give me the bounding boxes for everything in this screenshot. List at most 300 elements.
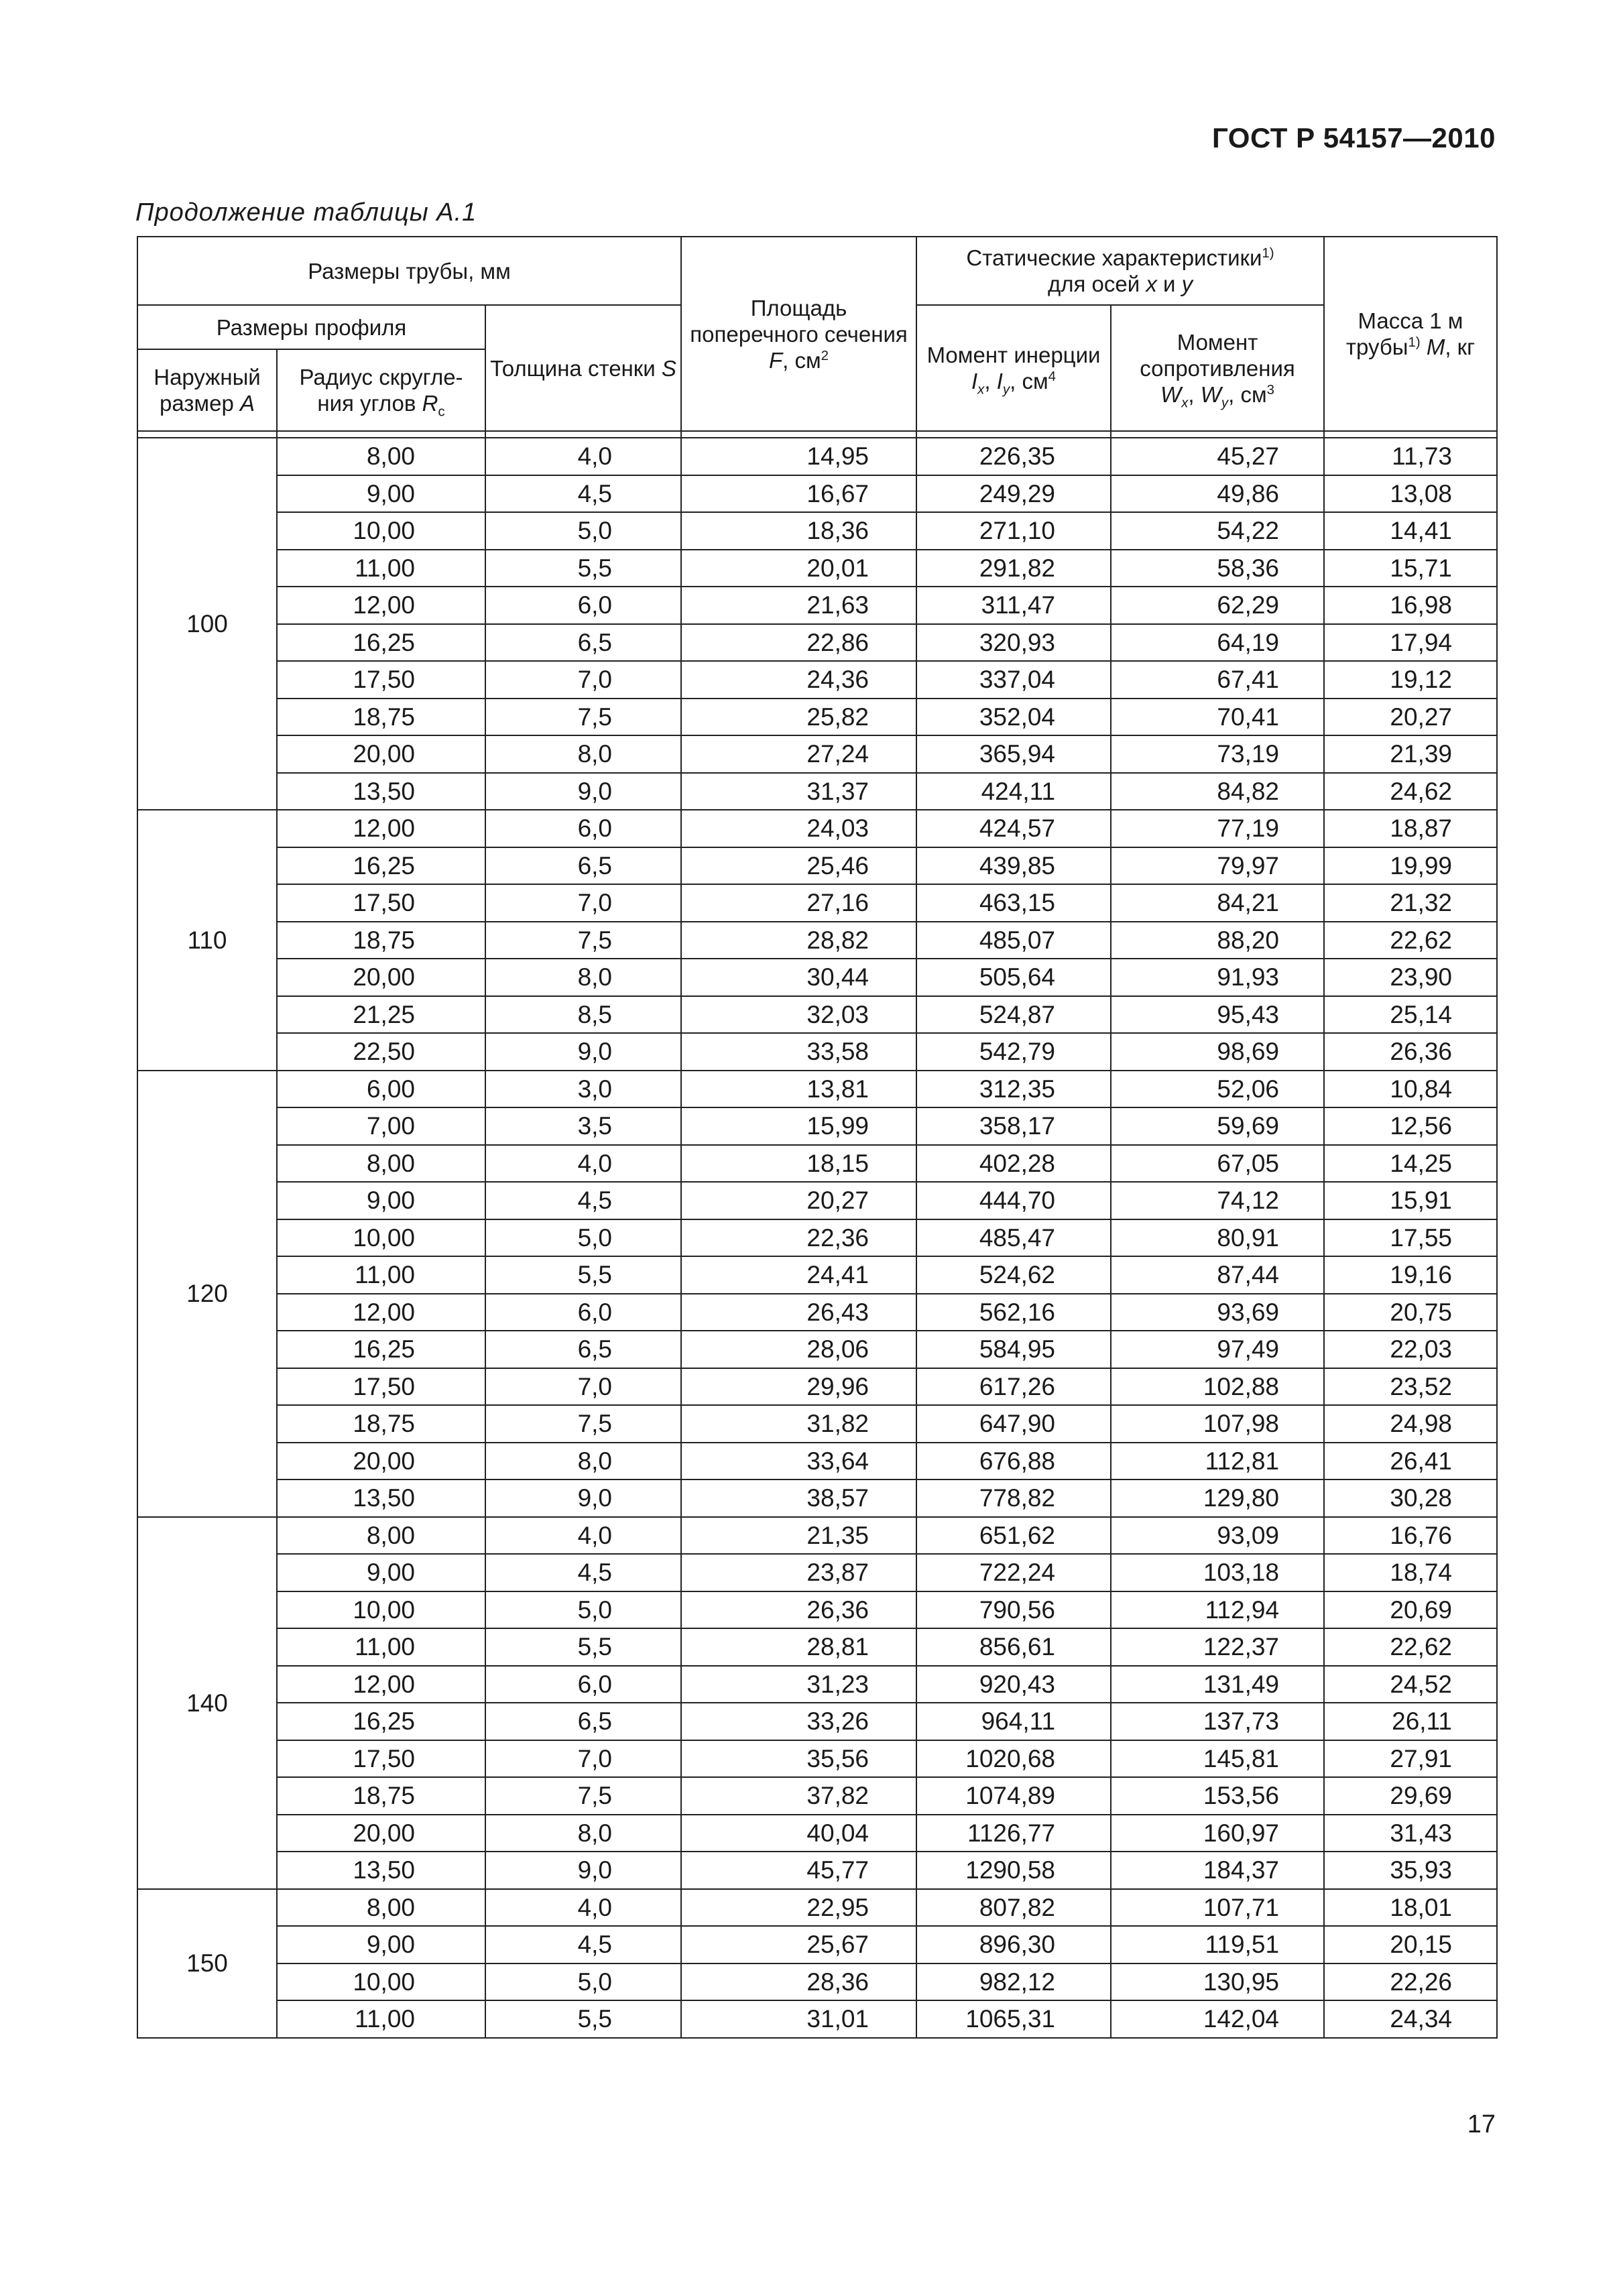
cell-inertia: 312,35 xyxy=(916,1071,1111,1108)
cell-radius: 16,25 xyxy=(277,847,485,885)
cell-mass: 25,14 xyxy=(1324,996,1497,1034)
document-code: ГОСТ Р 54157—2010 xyxy=(1212,122,1496,154)
table-row xyxy=(137,1443,1497,1480)
cell-inertia: 856,61 xyxy=(916,1628,1111,1666)
cell-area: 24,41 xyxy=(681,1256,916,1294)
cell-wall: 5,5 xyxy=(485,1256,681,1294)
cell-inertia: 485,07 xyxy=(916,922,1111,959)
header-inertia: Момент инерции $I_x$, $I_y$, $см^4$ xyxy=(916,305,1111,431)
table-row xyxy=(137,1926,1497,1963)
cell-mass: 31,43 xyxy=(1324,1815,1497,1852)
header-wall: Толщина стенки S xyxy=(485,305,681,431)
cell-resistance: 67,05 xyxy=(1111,1145,1324,1183)
cell-wall: 4,5 xyxy=(485,475,681,513)
cell-area: 22,36 xyxy=(681,1219,916,1257)
cell-mass: 22,62 xyxy=(1324,1628,1497,1666)
cell-area: 21,35 xyxy=(681,1517,916,1555)
cell-mass: 17,55 xyxy=(1324,1219,1497,1257)
cell-radius: 9,00 xyxy=(277,475,485,513)
cell-inertia: 524,62 xyxy=(916,1256,1111,1294)
cell-inertia: 485,47 xyxy=(916,1219,1111,1257)
cell-area: 16,67 xyxy=(681,475,916,513)
cell-area: 29,96 xyxy=(681,1368,916,1406)
cell-area: 33,26 xyxy=(681,1703,916,1740)
cell-inertia: 249,29 xyxy=(916,475,1111,513)
table-caption: Продолжение таблицы А.1 xyxy=(135,198,477,227)
cell-mass: 19,12 xyxy=(1324,661,1497,699)
header-area: Площадь поперечного сечения F, $см^2$ xyxy=(681,237,916,431)
cell-resistance: 131,49 xyxy=(1111,1666,1324,1703)
cell-mass: 19,16 xyxy=(1324,1256,1497,1294)
pipe-spec-table xyxy=(137,236,1498,2039)
cell-wall: 5,5 xyxy=(485,1628,681,1666)
cell-inertia: 291,82 xyxy=(916,550,1111,587)
cell-area: 25,82 xyxy=(681,699,916,736)
cell-inertia: 424,11 xyxy=(916,773,1111,810)
cell-area: 28,06 xyxy=(681,1331,916,1368)
header-static-chars: Статические характеристики$^{1)}$ для осей x и y xyxy=(916,237,1324,305)
cell-radius: 12,00 xyxy=(277,810,485,847)
cell-mass: 22,03 xyxy=(1324,1331,1497,1368)
cell-resistance: 93,09 xyxy=(1111,1517,1324,1555)
cell-inertia: 778,82 xyxy=(916,1479,1111,1517)
cell-resistance: 74,12 xyxy=(1111,1182,1324,1219)
cell-mass: 20,75 xyxy=(1324,1294,1497,1331)
table-row xyxy=(137,587,1497,624)
cell-wall: 4,0 xyxy=(485,1517,681,1555)
table-row xyxy=(137,884,1497,922)
cell-wall: 8,0 xyxy=(485,959,681,996)
cell-radius: 13,50 xyxy=(277,1852,485,1889)
cell-radius: 8,00 xyxy=(277,1517,485,1555)
cell-inertia: 1065,31 xyxy=(916,2000,1111,2038)
cell-wall: 9,0 xyxy=(485,1479,681,1517)
cell-resistance: 130,95 xyxy=(1111,1963,1324,2001)
cell-outer-size: 150 xyxy=(137,1889,277,2038)
cell-wall: 4,5 xyxy=(485,1926,681,1963)
cell-resistance: 95,43 xyxy=(1111,996,1324,1034)
cell-resistance: 87,44 xyxy=(1111,1256,1324,1294)
table-row xyxy=(137,959,1497,996)
table-row xyxy=(137,735,1497,773)
table-row xyxy=(137,847,1497,885)
cell-resistance: 93,69 xyxy=(1111,1294,1324,1331)
cell-wall: 4,5 xyxy=(485,1554,681,1591)
cell-mass: 26,11 xyxy=(1324,1703,1497,1740)
table-row xyxy=(137,773,1497,810)
table-row xyxy=(137,1145,1497,1183)
cell-wall: 8,0 xyxy=(485,735,681,773)
cell-outer-size: 140 xyxy=(137,1517,277,1889)
cell-radius: 20,00 xyxy=(277,735,485,773)
cell-resistance: 103,18 xyxy=(1111,1554,1324,1591)
cell-mass: 24,62 xyxy=(1324,773,1497,810)
cell-mass: 21,32 xyxy=(1324,884,1497,922)
cell-resistance: 107,98 xyxy=(1111,1405,1324,1443)
cell-area: 38,57 xyxy=(681,1479,916,1517)
cell-mass: 24,98 xyxy=(1324,1405,1497,1443)
cell-area: 23,87 xyxy=(681,1554,916,1591)
cell-area: 33,64 xyxy=(681,1443,916,1480)
cell-mass: 14,25 xyxy=(1324,1145,1497,1183)
cell-area: 24,03 xyxy=(681,810,916,847)
cell-mass: 24,34 xyxy=(1324,2000,1497,2038)
cell-area: 31,82 xyxy=(681,1405,916,1443)
cell-mass: 13,08 xyxy=(1324,475,1497,513)
cell-area: 28,81 xyxy=(681,1628,916,1666)
cell-resistance: 84,82 xyxy=(1111,773,1324,810)
cell-wall: 4,0 xyxy=(485,1145,681,1183)
cell-mass: 35,93 xyxy=(1324,1852,1497,1889)
table-row xyxy=(137,1033,1497,1071)
cell-resistance: 64,19 xyxy=(1111,624,1324,662)
table-row xyxy=(137,1368,1497,1406)
cell-inertia: 352,04 xyxy=(916,699,1111,736)
cell-mass: 18,01 xyxy=(1324,1889,1497,1927)
cell-resistance: 97,49 xyxy=(1111,1331,1324,1368)
cell-resistance: 112,94 xyxy=(1111,1591,1324,1629)
cell-resistance: 62,29 xyxy=(1111,587,1324,624)
cell-area: 20,27 xyxy=(681,1182,916,1219)
cell-resistance: 112,81 xyxy=(1111,1443,1324,1480)
cell-area: 21,63 xyxy=(681,587,916,624)
cell-resistance: 153,56 xyxy=(1111,1777,1324,1815)
cell-area: 27,24 xyxy=(681,735,916,773)
cell-area: 25,67 xyxy=(681,1926,916,1963)
cell-wall: 3,0 xyxy=(485,1071,681,1108)
cell-inertia: 337,04 xyxy=(916,661,1111,699)
cell-resistance: 84,21 xyxy=(1111,884,1324,922)
cell-inertia: 1020,68 xyxy=(916,1740,1111,1778)
table-row xyxy=(137,922,1497,959)
cell-wall: 4,0 xyxy=(485,438,681,475)
cell-area: 13,81 xyxy=(681,1071,916,1108)
cell-wall: 4,5 xyxy=(485,1182,681,1219)
cell-radius: 18,75 xyxy=(277,922,485,959)
table-row xyxy=(137,1777,1497,1815)
cell-outer-size: 120 xyxy=(137,1071,277,1517)
cell-resistance: 54,22 xyxy=(1111,512,1324,550)
cell-wall: 6,0 xyxy=(485,810,681,847)
cell-resistance: 160,97 xyxy=(1111,1815,1324,1852)
cell-radius: 8,00 xyxy=(277,1889,485,1927)
cell-wall: 6,0 xyxy=(485,1294,681,1331)
cell-radius: 11,00 xyxy=(277,1256,485,1294)
cell-wall: 9,0 xyxy=(485,1033,681,1071)
cell-inertia: 722,24 xyxy=(916,1554,1111,1591)
cell-resistance: 77,19 xyxy=(1111,810,1324,847)
cell-area: 31,37 xyxy=(681,773,916,810)
cell-area: 37,82 xyxy=(681,1777,916,1815)
cell-radius: 10,00 xyxy=(277,1591,485,1629)
table-row xyxy=(137,2000,1497,2038)
cell-area: 31,23 xyxy=(681,1666,916,1703)
table-row xyxy=(137,1405,1497,1443)
cell-inertia: 358,17 xyxy=(916,1107,1111,1145)
table-row xyxy=(137,1107,1497,1145)
cell-mass: 29,69 xyxy=(1324,1777,1497,1815)
table-row xyxy=(137,624,1497,662)
cell-wall: 5,0 xyxy=(485,1963,681,2001)
cell-inertia: 790,56 xyxy=(916,1591,1111,1629)
cell-radius: 6,00 xyxy=(277,1071,485,1108)
cell-wall: 9,0 xyxy=(485,773,681,810)
table-row xyxy=(137,1331,1497,1368)
cell-resistance: 79,97 xyxy=(1111,847,1324,885)
cell-radius: 13,50 xyxy=(277,773,485,810)
cell-wall: 7,5 xyxy=(485,1405,681,1443)
cell-inertia: 311,47 xyxy=(916,587,1111,624)
header-separator xyxy=(137,431,1497,438)
cell-wall: 5,5 xyxy=(485,550,681,587)
cell-radius: 10,00 xyxy=(277,1219,485,1257)
table-row xyxy=(137,550,1497,587)
table-row xyxy=(137,1554,1497,1591)
cell-mass: 11,73 xyxy=(1324,438,1497,475)
cell-wall: 6,5 xyxy=(485,624,681,662)
cell-resistance: 80,91 xyxy=(1111,1219,1324,1257)
cell-inertia: 402,28 xyxy=(916,1145,1111,1183)
cell-inertia: 365,94 xyxy=(916,735,1111,773)
cell-inertia: 647,90 xyxy=(916,1405,1111,1443)
cell-wall: 8,0 xyxy=(485,1815,681,1852)
cell-resistance: 58,36 xyxy=(1111,550,1324,587)
cell-resistance: 52,06 xyxy=(1111,1071,1324,1108)
cell-area: 26,36 xyxy=(681,1591,916,1629)
table-row xyxy=(137,1963,1497,2001)
cell-radius: 18,75 xyxy=(277,699,485,736)
cell-inertia: 271,10 xyxy=(916,512,1111,550)
table-row xyxy=(137,1517,1497,1555)
cell-resistance: 119,51 xyxy=(1111,1926,1324,1963)
cell-resistance: 49,86 xyxy=(1111,475,1324,513)
cell-inertia: 584,95 xyxy=(916,1331,1111,1368)
table-row xyxy=(137,1071,1497,1108)
cell-wall: 6,5 xyxy=(485,1331,681,1368)
cell-area: 20,01 xyxy=(681,550,916,587)
cell-inertia: 524,87 xyxy=(916,996,1111,1034)
cell-radius: 9,00 xyxy=(277,1182,485,1219)
cell-mass: 18,87 xyxy=(1324,810,1497,847)
cell-radius: 11,00 xyxy=(277,1628,485,1666)
cell-mass: 15,71 xyxy=(1324,550,1497,587)
table-row xyxy=(137,1815,1497,1852)
cell-resistance: 70,41 xyxy=(1111,699,1324,736)
cell-mass: 23,90 xyxy=(1324,959,1497,996)
cell-inertia: 651,62 xyxy=(916,1517,1111,1555)
cell-inertia: 562,16 xyxy=(916,1294,1111,1331)
table-row xyxy=(137,996,1497,1034)
cell-mass: 23,52 xyxy=(1324,1368,1497,1406)
cell-resistance: 98,69 xyxy=(1111,1033,1324,1071)
cell-radius: 10,00 xyxy=(277,512,485,550)
cell-resistance: 129,80 xyxy=(1111,1479,1324,1517)
cell-inertia: 676,88 xyxy=(916,1443,1111,1480)
cell-wall: 7,0 xyxy=(485,1740,681,1778)
table-row xyxy=(137,810,1497,847)
cell-mass: 17,94 xyxy=(1324,624,1497,662)
cell-radius: 20,00 xyxy=(277,959,485,996)
cell-radius: 9,00 xyxy=(277,1926,485,1963)
cell-mass: 24,52 xyxy=(1324,1666,1497,1703)
cell-radius: 18,75 xyxy=(277,1405,485,1443)
cell-radius: 9,00 xyxy=(277,1554,485,1591)
cell-mass: 10,84 xyxy=(1324,1071,1497,1108)
cell-resistance: 122,37 xyxy=(1111,1628,1324,1666)
cell-wall: 5,0 xyxy=(485,512,681,550)
cell-area: 25,46 xyxy=(681,847,916,885)
cell-mass: 30,28 xyxy=(1324,1479,1497,1517)
cell-wall: 6,0 xyxy=(485,587,681,624)
cell-wall: 7,0 xyxy=(485,661,681,699)
table-row xyxy=(137,1591,1497,1629)
cell-resistance: 59,69 xyxy=(1111,1107,1324,1145)
cell-wall: 5,0 xyxy=(485,1219,681,1257)
cell-area: 14,95 xyxy=(681,438,916,475)
cell-mass: 14,41 xyxy=(1324,512,1497,550)
table-row xyxy=(137,1852,1497,1889)
cell-mass: 16,76 xyxy=(1324,1517,1497,1555)
cell-area: 22,95 xyxy=(681,1889,916,1927)
cell-area: 24,36 xyxy=(681,661,916,699)
cell-area: 40,04 xyxy=(681,1815,916,1852)
cell-wall: 6,5 xyxy=(485,847,681,885)
table-row xyxy=(137,1666,1497,1703)
cell-area: 45,77 xyxy=(681,1852,916,1889)
cell-radius: 11,00 xyxy=(277,550,485,587)
cell-mass: 21,39 xyxy=(1324,735,1497,773)
table-row xyxy=(137,1479,1497,1517)
cell-radius: 12,00 xyxy=(277,1666,485,1703)
cell-radius: 17,50 xyxy=(277,1368,485,1406)
table-row xyxy=(137,1182,1497,1219)
cell-wall: 7,5 xyxy=(485,1777,681,1815)
cell-area: 28,36 xyxy=(681,1963,916,2001)
cell-resistance: 184,37 xyxy=(1111,1852,1324,1889)
cell-inertia: 807,82 xyxy=(916,1889,1111,1927)
cell-radius: 20,00 xyxy=(277,1815,485,1852)
cell-mass: 19,99 xyxy=(1324,847,1497,885)
cell-inertia: 1290,58 xyxy=(916,1852,1111,1889)
cell-inertia: 444,70 xyxy=(916,1182,1111,1219)
cell-wall: 5,5 xyxy=(485,2000,681,2038)
cell-resistance: 67,41 xyxy=(1111,661,1324,699)
table-row xyxy=(137,438,1497,475)
cell-resistance: 145,81 xyxy=(1111,1740,1324,1778)
table-row xyxy=(137,1889,1497,1927)
cell-area: 22,86 xyxy=(681,624,916,662)
table-row xyxy=(137,1740,1497,1778)
cell-mass: 15,91 xyxy=(1324,1182,1497,1219)
cell-radius: 13,50 xyxy=(277,1479,485,1517)
cell-area: 30,44 xyxy=(681,959,916,996)
cell-resistance: 45,27 xyxy=(1111,438,1324,475)
cell-wall: 7,5 xyxy=(485,922,681,959)
cell-area: 18,36 xyxy=(681,512,916,550)
cell-area: 28,82 xyxy=(681,922,916,959)
cell-resistance: 137,73 xyxy=(1111,1703,1324,1740)
header-radius: Радиус скругле-ния углов $R_c$ xyxy=(277,349,485,431)
cell-radius: 20,00 xyxy=(277,1443,485,1480)
cell-inertia: 439,85 xyxy=(916,847,1111,885)
cell-wall: 7,0 xyxy=(485,1368,681,1406)
cell-wall: 7,5 xyxy=(485,699,681,736)
cell-radius: 16,25 xyxy=(277,1331,485,1368)
header-outer-size: Наружный размер A xyxy=(137,349,277,431)
cell-wall: 6,0 xyxy=(485,1666,681,1703)
cell-radius: 16,25 xyxy=(277,1703,485,1740)
page-number: 17 xyxy=(1467,2110,1496,2138)
cell-wall: 8,0 xyxy=(485,1443,681,1480)
cell-outer-size: 110 xyxy=(137,810,277,1071)
table-row xyxy=(137,661,1497,699)
table-row xyxy=(137,1703,1497,1740)
table-row xyxy=(137,1294,1497,1331)
cell-wall: 9,0 xyxy=(485,1852,681,1889)
cell-mass: 22,26 xyxy=(1324,1963,1497,2001)
cell-inertia: 320,93 xyxy=(916,624,1111,662)
cell-resistance: 91,93 xyxy=(1111,959,1324,996)
cell-radius: 18,75 xyxy=(277,1777,485,1815)
header-mass: Масса 1 м трубы$^{1)}$ M, кг xyxy=(1324,237,1497,431)
cell-mass: 12,56 xyxy=(1324,1107,1497,1145)
cell-area: 35,56 xyxy=(681,1740,916,1778)
table-header xyxy=(137,237,1497,431)
cell-area: 32,03 xyxy=(681,996,916,1034)
cell-resistance: 142,04 xyxy=(1111,2000,1324,2038)
cell-mass: 22,62 xyxy=(1324,922,1497,959)
cell-radius: 8,00 xyxy=(277,1145,485,1183)
cell-inertia: 424,57 xyxy=(916,810,1111,847)
cell-radius: 10,00 xyxy=(277,1963,485,2001)
cell-area: 26,43 xyxy=(681,1294,916,1331)
cell-area: 15,99 xyxy=(681,1107,916,1145)
cell-mass: 18,74 xyxy=(1324,1554,1497,1591)
table-row xyxy=(137,512,1497,550)
cell-radius: 17,50 xyxy=(277,661,485,699)
table-body xyxy=(137,431,1497,2038)
cell-inertia: 617,26 xyxy=(916,1368,1111,1406)
cell-inertia: 920,43 xyxy=(916,1666,1111,1703)
cell-area: 33,58 xyxy=(681,1033,916,1071)
cell-radius: 12,00 xyxy=(277,1294,485,1331)
cell-radius: 22,50 xyxy=(277,1033,485,1071)
cell-inertia: 1074,89 xyxy=(916,1777,1111,1815)
cell-wall: 8,5 xyxy=(485,996,681,1034)
cell-inertia: 1126,77 xyxy=(916,1815,1111,1852)
cell-mass: 20,27 xyxy=(1324,699,1497,736)
cell-radius: 12,00 xyxy=(277,587,485,624)
cell-resistance: 102,88 xyxy=(1111,1368,1324,1406)
table-row xyxy=(137,1628,1497,1666)
cell-area: 27,16 xyxy=(681,884,916,922)
cell-area: 31,01 xyxy=(681,2000,916,2038)
header-resistance: Момент сопротивления $W_x$, $W_y$, $см^3$ xyxy=(1111,305,1324,431)
cell-area: 18,15 xyxy=(681,1145,916,1183)
cell-inertia: 463,15 xyxy=(916,884,1111,922)
table-row xyxy=(137,475,1497,513)
table-row xyxy=(137,1219,1497,1257)
cell-radius: 17,50 xyxy=(277,884,485,922)
cell-wall: 3,5 xyxy=(485,1107,681,1145)
cell-wall: 4,0 xyxy=(485,1889,681,1927)
cell-inertia: 982,12 xyxy=(916,1963,1111,2001)
cell-mass: 27,91 xyxy=(1324,1740,1497,1778)
cell-mass: 20,69 xyxy=(1324,1591,1497,1629)
cell-resistance: 107,71 xyxy=(1111,1889,1324,1927)
cell-radius: 16,25 xyxy=(277,624,485,662)
cell-resistance: 88,20 xyxy=(1111,922,1324,959)
